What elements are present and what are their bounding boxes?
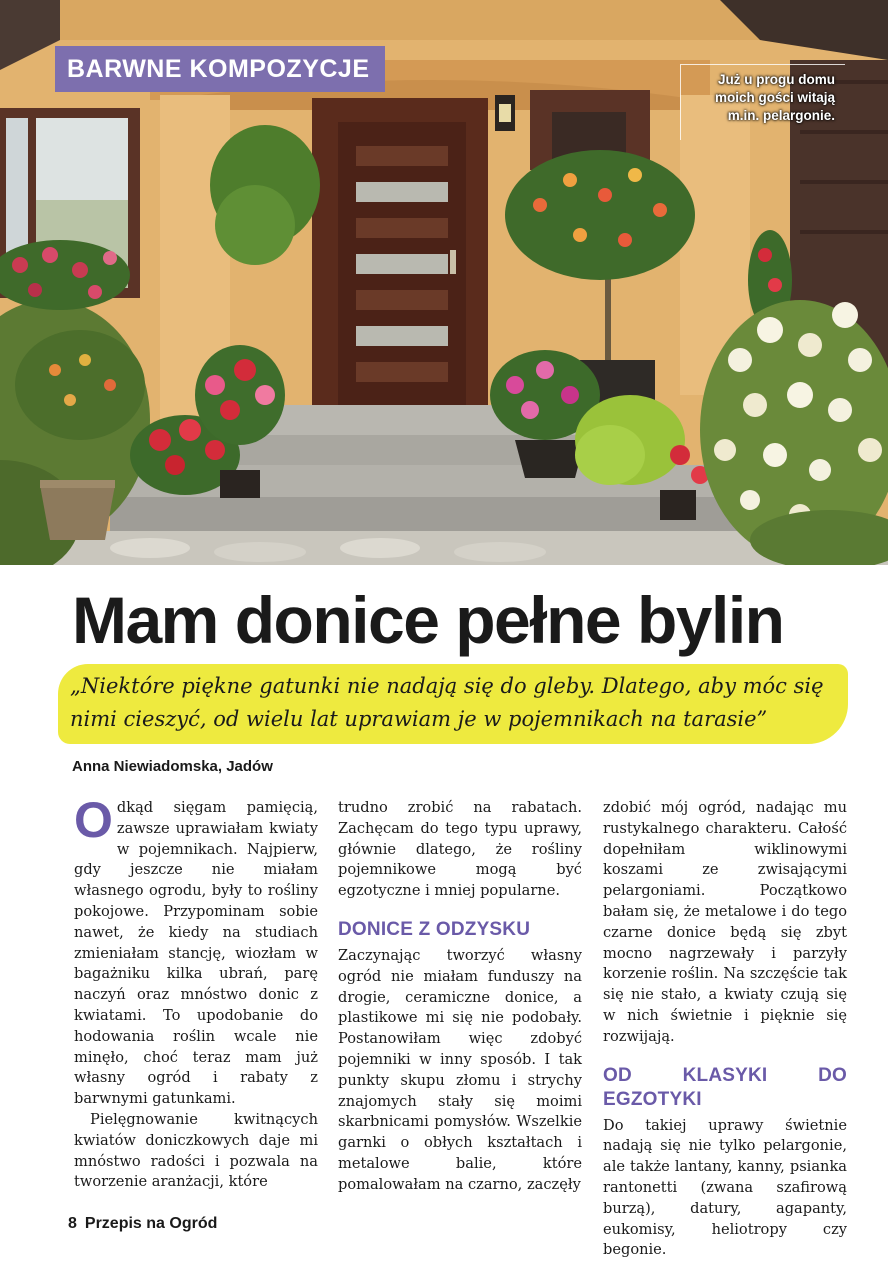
author-byline: Anna Niewiadomska, Jadów	[72, 758, 273, 775]
page-footer	[68, 1215, 217, 1233]
magazine-name: Przepis na Ogród	[84, 1215, 218, 1232]
article-column-1	[74, 792, 318, 1193]
paragraph-text: dkąd sięgam pamięcią, zawsze uprawiałam kwiaty w pojemnikach. Najpierw, gdy jeszcze nie miałam własnego ogrodu, były to rośliny pokojowe. Przypominam sobie nawet, że kiedy na studiach zmieniałam stancję, wiozłam w bagażniku kilka ubrań, parę naczyń oraz mnóstwo donic z kwiatami. To upodobanie do hodowania roślin wcale nie minęło, choć teraz mam już własny ogród i rabaty z barwnymi gatunkami.	[74, 799, 318, 1108]
section-tag: BARWNE KOMPOZYCJE	[55, 46, 385, 92]
photo-caption-line: moich gości witają	[714, 90, 835, 105]
photo-caption-line: Już u progu domu	[718, 72, 835, 87]
photo-caption	[680, 64, 845, 140]
photo-caption-line: m.in. pelargonie.	[727, 108, 835, 123]
article-column-2	[338, 798, 582, 1196]
article-paragraph	[74, 792, 318, 1110]
subheading: OD KLASYKI DO EGZOTYKI	[603, 1064, 847, 1110]
article-paragraph: trudno zrobić na rabatach. Zachęcam do tego typu uprawy, głównie dlatego, że rośliny pojemnikowe mogą być egzotyczne i mniej popularne.	[338, 799, 582, 900]
drop-cap: O	[74, 792, 113, 848]
article-paragraph: zdobić mój ogród, nadając mu rustykalnego charakteru. Całość dopełniłam wiklinowymi koszami ze zwisającymi pelargoniami. Początkowo bałam się, że metalowe i do tego czarne donice będą się zbyt mocno nagrzewały i parzyły korzenie roślin. Na szczęście tak się nie stało, a kwiaty czują się w nich świetnie i pięknie się rozwijają.	[603, 799, 847, 1045]
article-paragraph: Do takiej uprawy świetnie nadają się nie tylko pelargonie, ale także lantany, kanny, psianka rantonetti (zwana szafirową burzą), datury, agapanty, eukomisy, heliotropy czy begonie.	[603, 1116, 847, 1259]
lead-quote: „Niektóre piękne gatunki nie nadają się do gleby. Dlatego, aby móc się nimi cieszyć, od wielu lat uprawiam je w pojemnikach na tarasie”	[70, 674, 824, 731]
article-column-3	[603, 798, 847, 1261]
subheading: DONICE Z ODZYSKU	[338, 918, 531, 940]
article-paragraph: Pielęgnowanie kwitnących kwiatów doniczkowych daje mi mnóstwo radości i pozwala na tworzenie aranżacji, które	[74, 1110, 318, 1191]
article-paragraph: Zaczynając tworzyć własny ogród nie miałam funduszy na drogie, ceramiczne donice, a plastikowe mi się nie podobały. Postanowiłam więc zdobyć pojemniki w inny sposób. I tak punkty skupu złomu i strychy znajomych stały się moimi skarbnicami pomysłów. Wszelkie garnki o obłych kształtach i metalowe balie, które pomalowałam na czarno, zaczęły	[338, 946, 582, 1193]
headline: Mam donice pełne bylin	[72, 583, 784, 657]
page-number: 8	[68, 1215, 77, 1232]
